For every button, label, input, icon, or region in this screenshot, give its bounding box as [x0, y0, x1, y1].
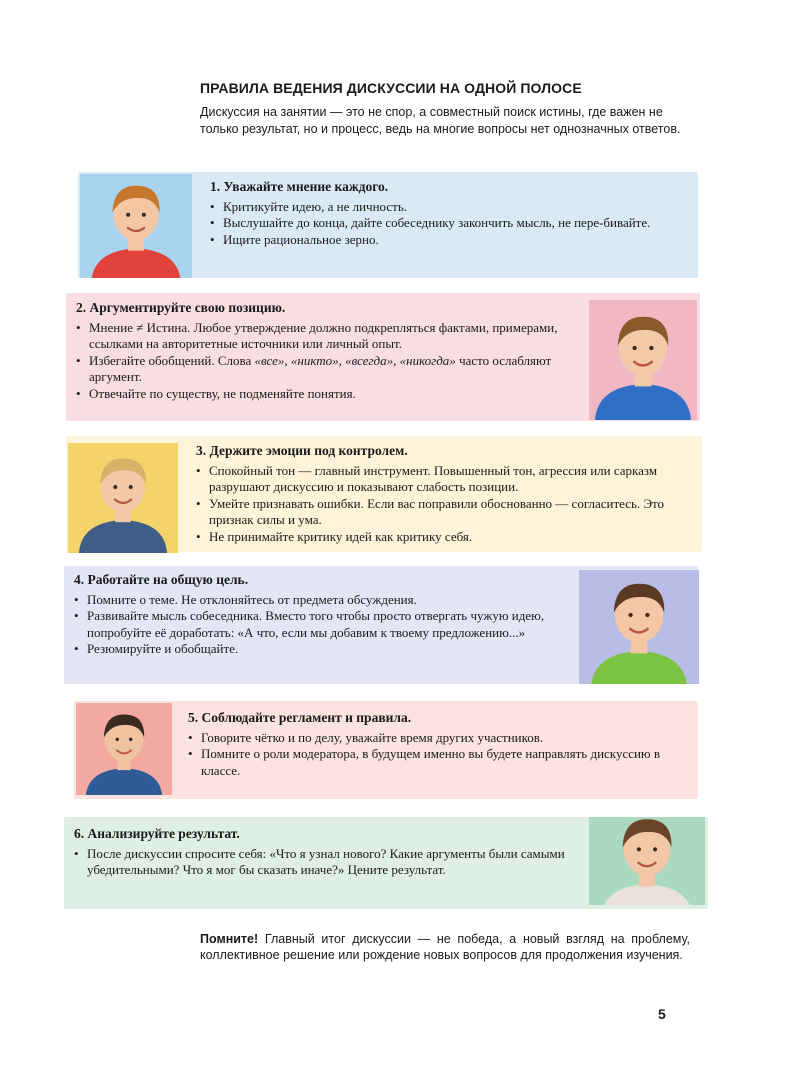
rule-1-item: • Выслушайте до конца, дайте собеседнику закончить мысль, не пере-бивайте. — [210, 215, 688, 232]
rule-5-photo — [76, 703, 172, 795]
rule-1-item: • Ищите рациональное зерно. — [210, 232, 688, 249]
rule-1-heading: 1. Уважайте мнение каждого. — [210, 179, 389, 194]
page-number: 5 — [658, 1006, 666, 1022]
photo-eye — [126, 213, 130, 217]
photo-eye — [129, 485, 133, 489]
remember-note — [200, 931, 690, 963]
boy-red-shirt-photo — [80, 174, 192, 278]
rule-1-photo — [80, 174, 192, 278]
rule-1 — [210, 179, 688, 248]
rule-3-item: • Спокойный тон — главный инструмент. Повышенный тон, агрессия или сарказм разрушают дискуссию и показывают слабость позиции. — [196, 463, 692, 496]
word-always: «всегда» — [345, 352, 394, 368]
rule-3-item: • Не принимайте критику идей как критику себя. — [196, 529, 692, 546]
word-all: «все» — [254, 352, 285, 368]
rule-4-heading: 4. Работайте на общую цель. — [74, 572, 249, 587]
rule-2 — [76, 300, 582, 402]
boy-glasses-photo — [68, 443, 178, 553]
rule-5-item: • Говорите чётко и по делу, уважайте время других участников. — [188, 730, 688, 747]
rule-4-item: • Развивайте мысль собеседника. Вместо того чтобы просто отвергать чужую идею, попробуйте её доработать: «А что, если мы добавим к твоему предложению...» — [74, 608, 574, 641]
photo-eye — [113, 485, 117, 489]
rule-3 — [196, 443, 692, 545]
rule-3-photo — [68, 443, 178, 553]
word-nobody: «никто» — [290, 352, 339, 368]
intro-paragraph: Дискуссия на занятии — это не спор, а совместный поиск истины, где важен не только результат, но и процесс, ведь на многие вопросы нет однозначных ответов. — [200, 105, 681, 136]
rule-4-photo — [579, 570, 699, 684]
photo-eye — [637, 847, 641, 851]
rule-4-item: • Резюмируйте и обобщайте. — [74, 641, 574, 658]
rule-6-heading: 6. Анализируйте результат. — [74, 826, 240, 841]
photo-eye — [645, 613, 649, 617]
rule-3-item: • Умейте признавать ошибки. Если вас поправили обоснованно — согласитесь. Это признак силы и ума. — [196, 496, 692, 529]
word-never: «никогда» — [399, 352, 456, 368]
rule-5-item: • Помните о роли модератора, в будущем именно вы будете направлять дискуссию в классе. — [188, 746, 688, 779]
rule-6-photo — [589, 817, 705, 905]
photo-eye — [649, 346, 653, 350]
rule-4-item: • Помните о теме. Не отклоняйтесь от предмета обсуждения. — [74, 592, 574, 609]
rule-2-heading: 2. Аргументируйте свою позицию. — [76, 300, 286, 315]
rule-6 — [74, 826, 576, 879]
rule-1-item: • Критикуйте идею, а не личность. — [210, 199, 688, 216]
rule-2-photo — [589, 300, 697, 420]
rule-4 — [74, 572, 574, 658]
boy-dark-hair-photo — [76, 703, 172, 795]
girl-thinking-photo — [589, 817, 705, 905]
photo-eye — [632, 346, 636, 350]
rule-2-item: • Мнение ≠ Истина. Любое утверждение должно подкрепляться фактами, примерами, ссылками на авторитетные источники или личный опыт. — [76, 320, 582, 353]
rule-5-heading: 5. Соблюдайте регламент и правила. — [188, 710, 412, 725]
rule-2-item: • Отвечайте по существу, не подменяйте понятия. — [76, 386, 582, 403]
rule-3-heading: 3. Держите эмоции под контролем. — [196, 443, 408, 458]
photo-eye — [142, 213, 146, 217]
photo-eye — [116, 738, 119, 741]
photo-eye — [628, 613, 632, 617]
remember-label: Помните! — [200, 932, 259, 946]
remember-text: Главный итог дискуссии — не победа, а новый взгляд на проблему, коллективное решение или рождение новых вопросов для продолжения изучения. — [200, 932, 690, 962]
girl-braids-photo — [589, 300, 697, 420]
rule-6-item: • После дискуссии спросите себя: «Что я узнал нового? Какие аргументы были самыми убедительными? Что я мог бы сказать иначе?» Цените результат. — [74, 846, 576, 879]
rule-2-item: • Избегайте обобщений. Слова «все», «никто», «всегда», «никогда» часто ослабляют аргумент. — [76, 353, 582, 386]
rule-5 — [188, 710, 688, 779]
photo-eye — [653, 847, 657, 851]
page-title: ПРАВИЛА ВЕДЕНИЯ ДИСКУССИИ НА ОДНОЙ ПОЛОСЕ — [200, 80, 582, 96]
girl-smiling-photo — [579, 570, 699, 684]
photo-eye — [129, 738, 132, 741]
